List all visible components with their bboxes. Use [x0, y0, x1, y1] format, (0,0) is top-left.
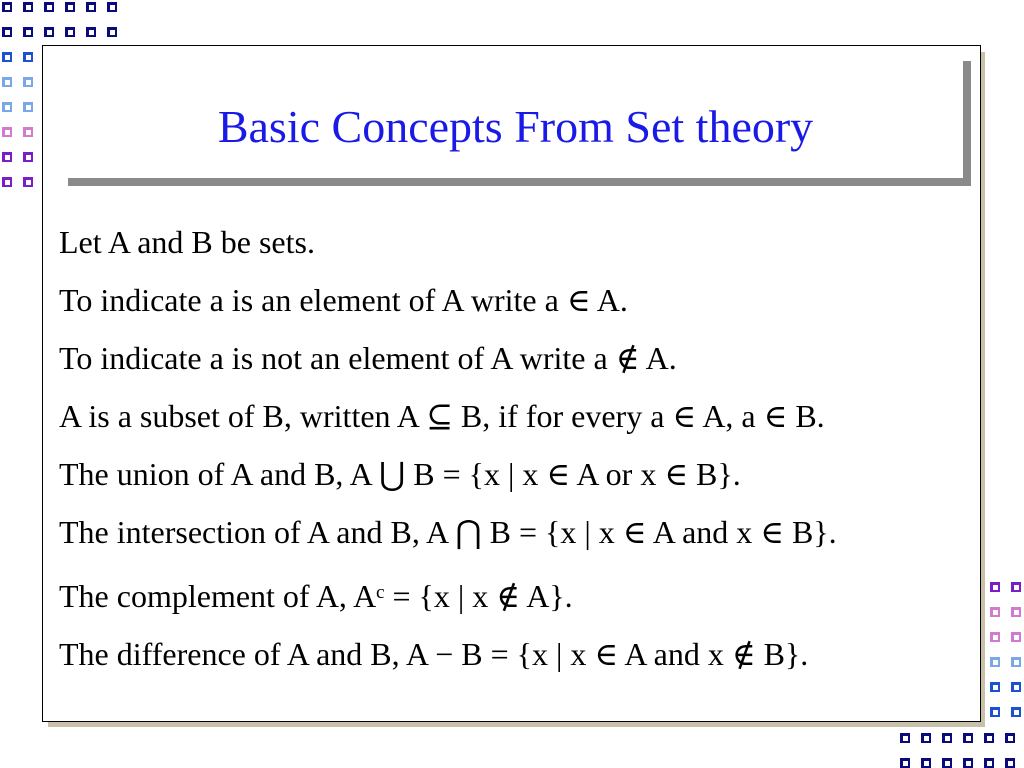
body-line: Let A and B be sets.	[59, 224, 315, 260]
slide-title: Basic Concepts From Set theory	[217, 101, 814, 152]
decorative-square	[23, 102, 33, 112]
decorative-square	[942, 733, 952, 743]
decorative-square	[990, 682, 1000, 692]
decorative-square	[1011, 707, 1021, 717]
decorative-square	[984, 758, 994, 768]
decorative-square	[2, 177, 12, 187]
decorative-square	[963, 733, 973, 743]
decorative-square	[2, 152, 12, 162]
decorative-square	[23, 152, 33, 162]
decorative-square	[921, 733, 931, 743]
decorative-square	[44, 27, 54, 37]
decorative-square	[1011, 682, 1021, 692]
body-line: To indicate a is not an element of A write a ∉ A.	[59, 340, 677, 376]
decorative-square	[1011, 632, 1021, 642]
decorative-square	[2, 127, 12, 137]
body-line: The union of A and B, A ⋃ B = {x | x ∈ A or x ∈ B}.	[59, 456, 741, 492]
decorative-square	[107, 2, 117, 12]
decorative-square	[1005, 758, 1015, 768]
decorative-square	[23, 27, 33, 37]
decorative-square	[990, 632, 1000, 642]
decorative-square	[2, 2, 12, 12]
decorative-square	[942, 758, 952, 768]
body-line: The intersection of A and B, A ⋂ B = {x | x ∈ A and x ∈ B}.	[59, 514, 837, 550]
decorative-square	[984, 733, 994, 743]
decorative-square	[23, 127, 33, 137]
decorative-square	[23, 2, 33, 12]
decorative-square	[921, 758, 931, 768]
decorative-square	[990, 707, 1000, 717]
decorative-square	[44, 2, 54, 12]
decorative-square	[65, 2, 75, 12]
decorative-square	[1011, 607, 1021, 617]
decorative-square	[86, 2, 96, 12]
body-line: A is a subset of B, written A ⊆ B, if for every a ∈ A, a ∈ B.	[59, 398, 825, 434]
decorative-square	[990, 607, 1000, 617]
decorative-square	[1005, 733, 1015, 743]
decorative-square	[2, 102, 12, 112]
decorative-square	[23, 177, 33, 187]
decorative-square	[2, 77, 12, 87]
decorative-square	[23, 77, 33, 87]
decorative-square	[990, 582, 1000, 592]
decorative-square	[900, 758, 910, 768]
decorative-square	[23, 52, 33, 62]
body-line: The complement of A, Aᶜ = {x | x ∉ A}.	[59, 578, 573, 614]
body-line: To indicate a is an element of A write a ∈ A.	[59, 282, 628, 318]
decorative-square	[86, 27, 96, 37]
decorative-square	[2, 52, 12, 62]
body-line: The difference of A and B, A − B = {x | x ∈ A and x ∉ B}.	[59, 636, 809, 672]
decorative-square	[107, 27, 117, 37]
decorative-square	[1011, 657, 1021, 667]
decorative-square	[990, 657, 1000, 667]
decorative-square	[963, 758, 973, 768]
slide-panel	[42, 45, 981, 722]
title-box	[68, 61, 971, 186]
decorative-square	[2, 27, 12, 37]
decorative-square	[1011, 582, 1021, 592]
decorative-square	[65, 27, 75, 37]
decorative-square	[900, 733, 910, 743]
